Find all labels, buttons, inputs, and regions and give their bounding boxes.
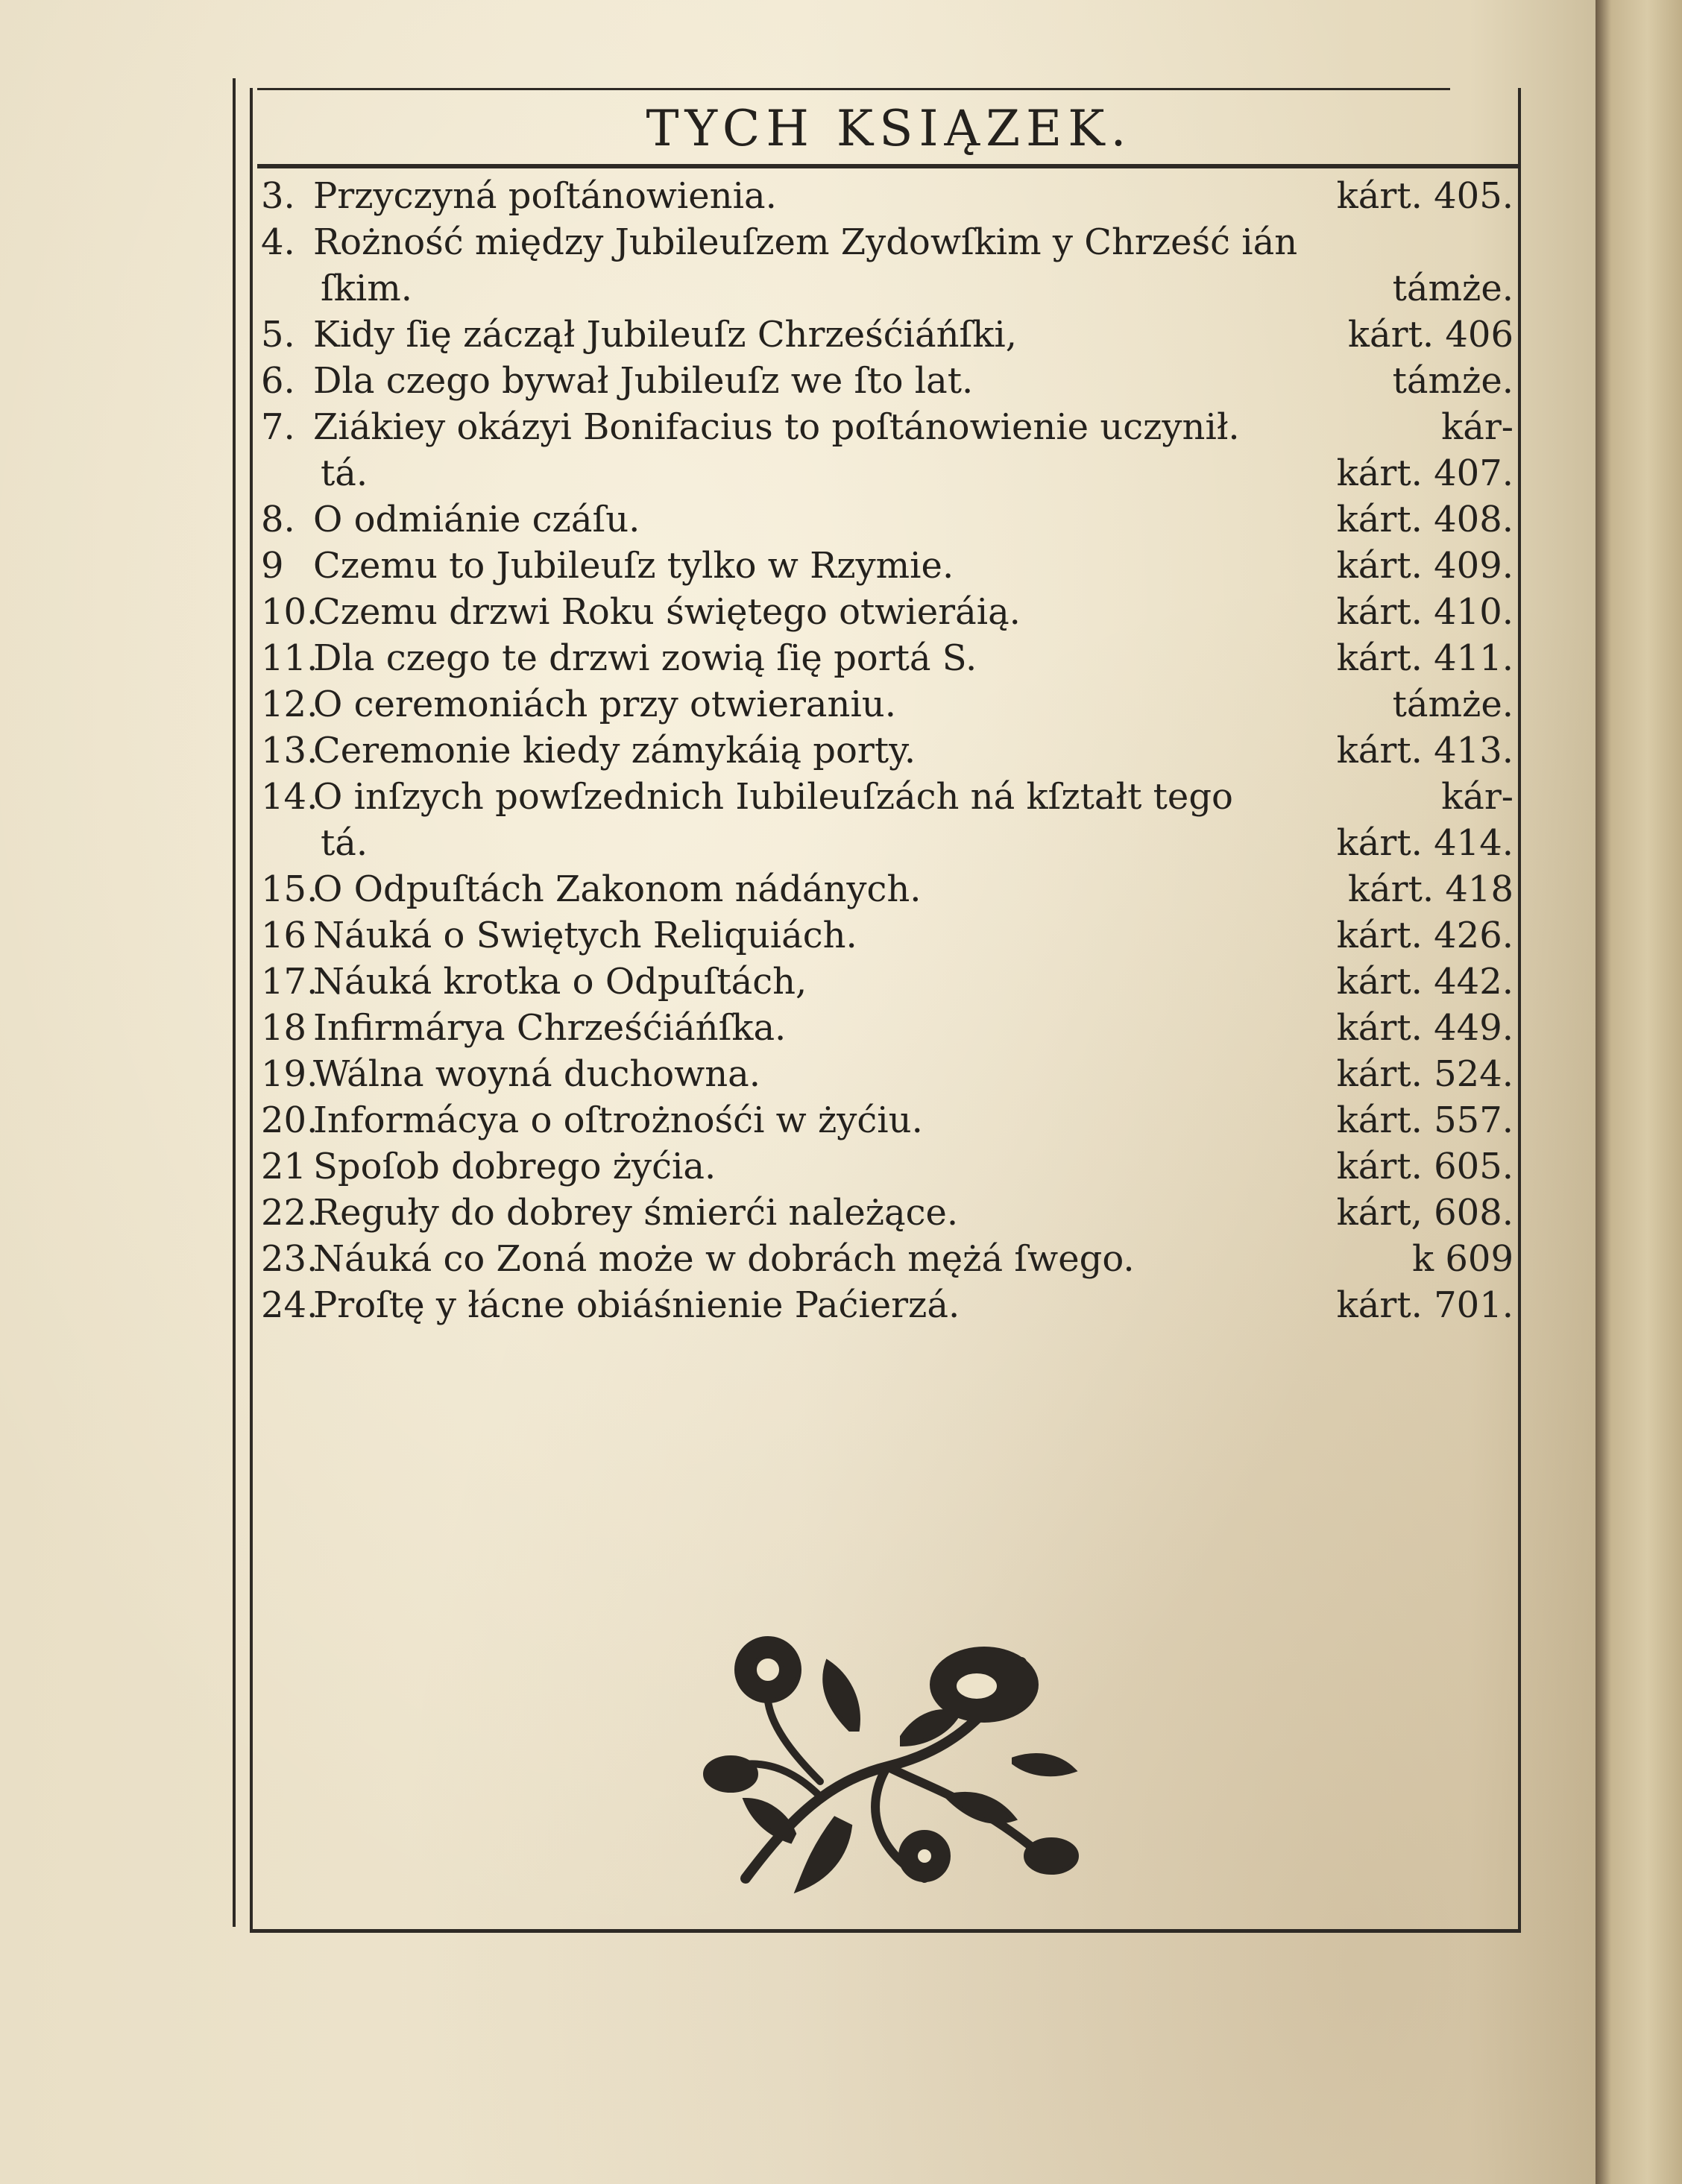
entry-page-ref: kár- xyxy=(1441,406,1514,448)
toc-entry xyxy=(261,728,1514,774)
entry-page-ref: kár- xyxy=(1441,776,1514,818)
entry-page-ref: támże. xyxy=(1392,684,1514,725)
entry-title: Ziákiey okázyi Bonifacius to poſtánowienie uczynił. xyxy=(313,406,1240,448)
toc-entry xyxy=(261,404,1514,450)
entry-title: Rożność między Jubileuſzem Zydowſkim y Chrześć ián xyxy=(313,221,1298,263)
entry-number: 23. xyxy=(261,1238,318,1280)
toc-entry xyxy=(261,1282,1514,1328)
entry-page-ref: kárt. 414. xyxy=(1336,822,1514,864)
toc-entry xyxy=(261,1005,1514,1051)
toc-entry xyxy=(261,1097,1514,1143)
entry-title: ſkim. xyxy=(321,268,412,309)
toc-entry xyxy=(261,774,1514,820)
entry-title: Dla czego te drzwi zowią ſię portá S. xyxy=(313,637,977,679)
entry-page-ref: kárt. 406 xyxy=(1347,314,1514,356)
entry-title: Spoſob dobrego żyćia. xyxy=(313,1146,716,1187)
entry-title: Wálna woyná duchowna. xyxy=(313,1053,761,1095)
entry-title: Ceremonie kiedy zámykáią porty. xyxy=(313,730,916,771)
entry-page-ref: kárt. 410. xyxy=(1336,591,1514,633)
toc-entry xyxy=(261,358,1514,404)
floral-woodcut-icon xyxy=(701,1632,1089,1901)
running-head: TYCH KSIĄZEK. xyxy=(646,100,1133,157)
entry-number: 21 xyxy=(261,1146,307,1187)
entry-number: 15. xyxy=(261,868,318,910)
entry-number: 18 xyxy=(261,1007,307,1049)
entry-page-ref: k 609 xyxy=(1412,1238,1514,1280)
entry-page-ref: kárt. 411. xyxy=(1336,637,1514,679)
entry-number: 6. xyxy=(261,360,295,402)
entry-number: 22. xyxy=(261,1192,318,1234)
entry-title: O odmiánie czáſu. xyxy=(313,499,640,540)
entry-number: 13. xyxy=(261,730,318,771)
entry-title: Kidy ſię záczął Jubileuſz Chrześćiáńſki, xyxy=(313,314,1017,356)
toc-entry xyxy=(261,820,1514,866)
entry-number: 17. xyxy=(261,961,318,1003)
entry-page-ref: kárt. 442. xyxy=(1336,961,1514,1003)
entry-title: tá. xyxy=(321,822,368,864)
entry-title: Infirmárya Chrześćiáńſka. xyxy=(313,1007,787,1049)
entry-title: O ceremoniách przy otwieraniu. xyxy=(313,684,896,725)
toc-entry xyxy=(261,589,1514,635)
frame-outer-rule xyxy=(233,78,236,1927)
entry-page-ref: kárt. 405. xyxy=(1336,175,1514,217)
entry-title: tá. xyxy=(321,452,368,494)
toc-entry xyxy=(261,450,1514,496)
entry-page-ref: kárt. 407. xyxy=(1336,452,1514,494)
entry-title: Czemu drzwi Roku świętego otwieráią. xyxy=(313,591,1021,633)
toc-entry xyxy=(261,543,1514,589)
toc-entry xyxy=(261,1236,1514,1282)
entry-title: Dla czego bywał Jubileuſz we ſto lat. xyxy=(313,360,974,402)
adjacent-page-edge xyxy=(1596,0,1682,2184)
entry-page-ref: kárt. 557. xyxy=(1336,1099,1514,1141)
entry-number: 4. xyxy=(261,221,295,263)
entry-number: 11. xyxy=(261,637,318,679)
entry-number: 3. xyxy=(261,175,295,217)
toc-entry xyxy=(261,866,1514,912)
entry-title: Náuká krotka o Odpuſtách, xyxy=(313,961,807,1003)
toc-entry xyxy=(261,312,1514,358)
entry-number: 7. xyxy=(261,406,295,448)
toc-entry xyxy=(261,635,1514,681)
entry-title: O inſzych powſzednich Iubileuſzách ná kſztałt tego xyxy=(313,776,1233,818)
entry-number: 9 xyxy=(261,545,284,587)
toc-entry xyxy=(261,959,1514,1005)
entry-title: Informácya o oſtrożnośći w żyćiu. xyxy=(313,1099,923,1141)
entry-number: 24. xyxy=(261,1284,318,1326)
entry-page-ref: kárt. 408. xyxy=(1336,499,1514,540)
toc-entry xyxy=(261,265,1514,312)
entry-title: Przyczyná poſtánowienia. xyxy=(313,175,777,217)
toc-entry xyxy=(261,173,1514,219)
toc-entry xyxy=(261,219,1514,265)
entry-number: 5. xyxy=(261,314,295,356)
toc-entry xyxy=(261,496,1514,543)
entry-page-ref: kárt. 413. xyxy=(1336,730,1514,771)
entry-number: 10. xyxy=(261,591,318,633)
entry-page-ref: kárt. 701. xyxy=(1336,1284,1514,1326)
entry-page-ref: kárt. 524. xyxy=(1336,1053,1514,1095)
entry-page-ref: kárt. 605. xyxy=(1336,1146,1514,1187)
entry-title: Czemu to Jubileuſz tylko w Rzymie. xyxy=(313,545,954,587)
toc-entry xyxy=(261,681,1514,728)
entry-title: O Odpuſtách Zakonom nádánych. xyxy=(313,868,922,910)
entry-page-ref: kárt. 409. xyxy=(1336,545,1514,587)
entry-page-ref: támże. xyxy=(1392,268,1514,309)
table-of-contents xyxy=(261,173,1514,1328)
entry-title: Reguły do dobrey śmierći należące. xyxy=(313,1192,959,1234)
entry-number: 20. xyxy=(261,1099,318,1141)
entry-page-ref: kárt, 608. xyxy=(1336,1192,1514,1234)
entry-title: Proſtę y łácne obiáśnienie Paćierzá. xyxy=(313,1284,960,1326)
header-rule xyxy=(257,164,1521,168)
entry-number: 8. xyxy=(261,499,295,540)
entry-page-ref: támże. xyxy=(1392,360,1514,402)
entry-number: 19. xyxy=(261,1053,318,1095)
toc-entry xyxy=(261,912,1514,959)
entry-page-ref: kárt. 449. xyxy=(1336,1007,1514,1049)
entry-page-ref: kárt. 426. xyxy=(1336,915,1514,956)
entry-title: Náuká co Zoná może w dobrách mężá ſwego. xyxy=(313,1238,1135,1280)
toc-entry xyxy=(261,1190,1514,1236)
entry-number: 14. xyxy=(261,776,318,818)
entry-number: 16 xyxy=(261,915,307,956)
entry-title: Náuká o Swiętych Reliquiách. xyxy=(313,915,857,956)
toc-entry xyxy=(261,1143,1514,1190)
toc-entry xyxy=(261,1051,1514,1097)
entry-number: 12. xyxy=(261,684,318,725)
entry-page-ref: kárt. 418 xyxy=(1347,868,1514,910)
